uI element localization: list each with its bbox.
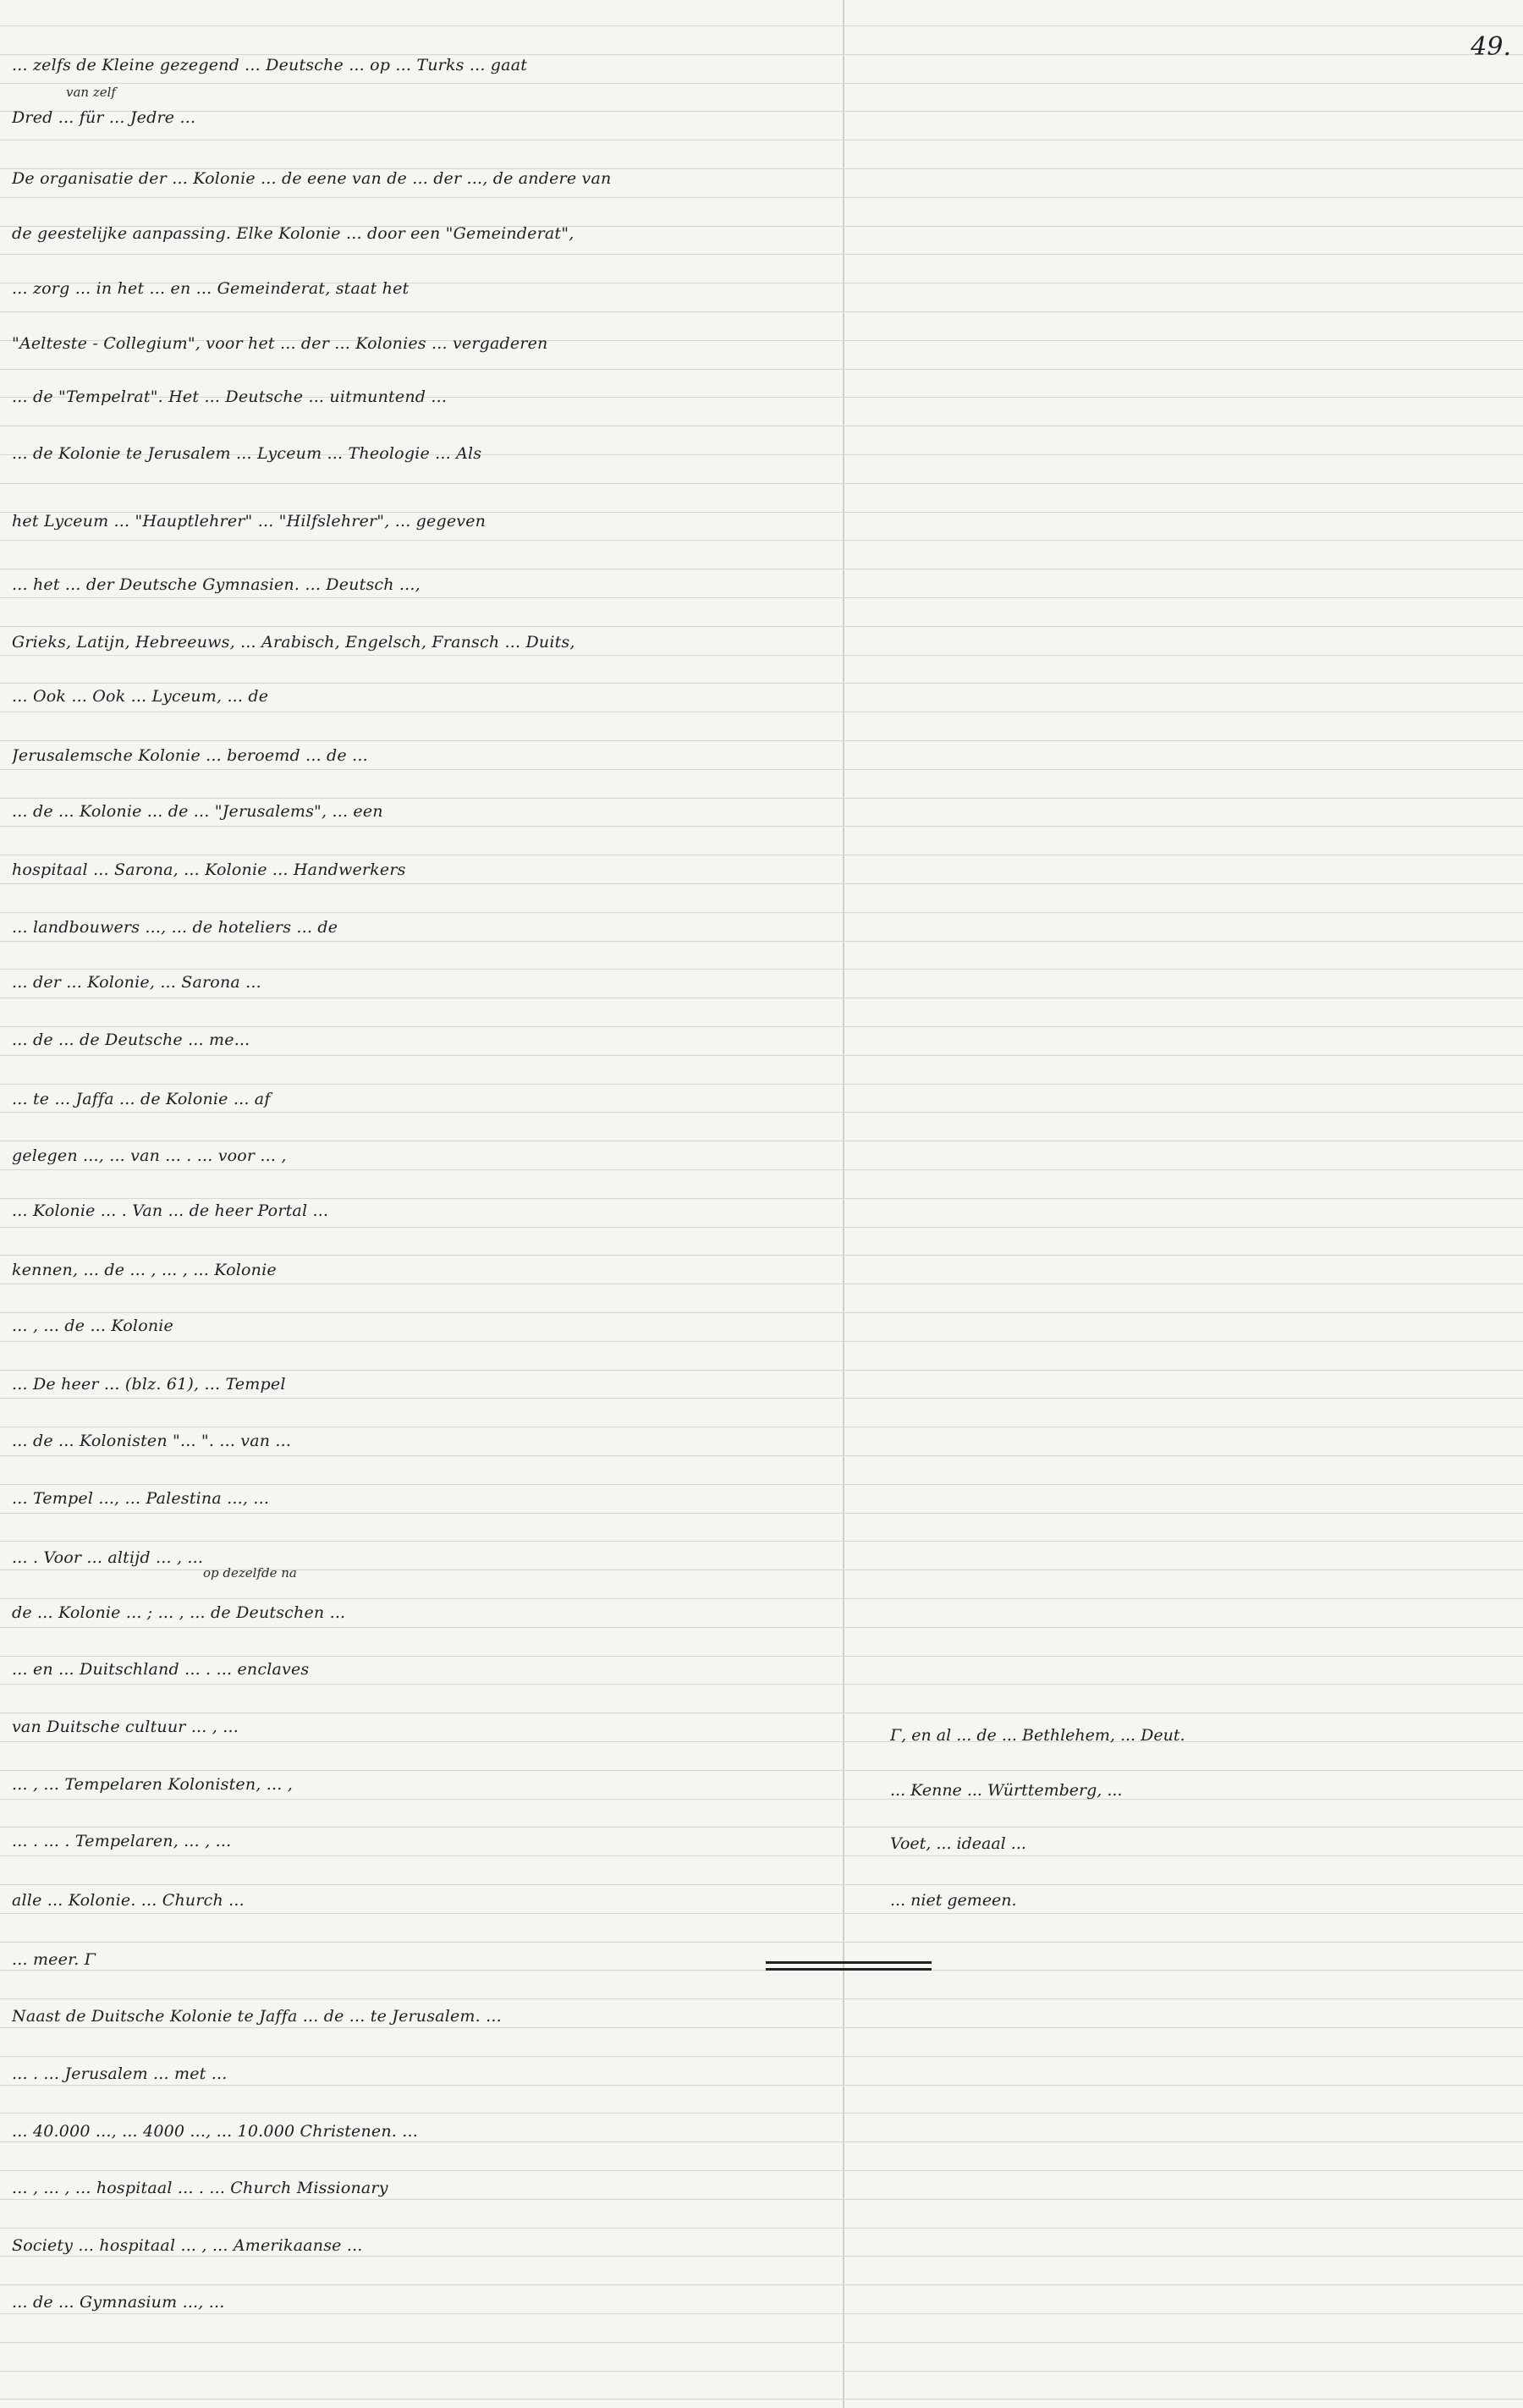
ruled-line bbox=[0, 2256, 1523, 2257]
handwritten-line: ... De heer ... (blz. 61), ... Tempel bbox=[12, 1375, 286, 1394]
handwritten-line: ... . Voor ... altijd ... , ... bbox=[12, 1548, 204, 1567]
handwritten-line: ... en ... Duitschland ... . ... enclaves bbox=[12, 1660, 310, 1679]
ruled-line bbox=[0, 969, 1523, 970]
handwritten-line: ... Kolonie ... . Van ... de heer Portal ... bbox=[12, 1201, 329, 1220]
handwritten-line: de ... Kolonie ... ; ... , ... de Deutschen ... bbox=[12, 1603, 346, 1622]
ruled-line bbox=[0, 912, 1523, 913]
handwritten-line: de geestelijke aanpassing. Elke Kolonie ... door een "Gemeinderat", bbox=[12, 224, 575, 243]
ruled-line bbox=[0, 1770, 1523, 1771]
ruled-line bbox=[0, 1370, 1523, 1371]
handwritten-line: gelegen ..., ... van ... . ... voor ... , bbox=[12, 1146, 287, 1165]
ruled-line bbox=[0, 1827, 1523, 1828]
handwritten-line: ... landbouwers ..., ... de hoteliers ... de bbox=[12, 918, 338, 937]
handwritten-line: ... Tempel ..., ... Palestina ..., ... bbox=[12, 1489, 270, 1508]
handwritten-line: "Aelteste - Collegium", voor het ... der ... Kolonies ... vergaderen bbox=[12, 334, 548, 353]
ruled-line bbox=[0, 1055, 1523, 1056]
ruled-line bbox=[0, 2085, 1523, 2086]
handwritten-line: Society ... hospitaal ... , ... Amerikaanse ... bbox=[12, 2236, 363, 2255]
ruled-line bbox=[0, 1255, 1523, 1256]
margin-note-line: Γ, en al ... de ... Bethlehem, ... Deut. bbox=[890, 1726, 1185, 1745]
ruled-line bbox=[0, 1541, 1523, 1542]
ruled-line bbox=[0, 597, 1523, 598]
handwritten-line: ... de "Tempelrat". Het ... Deutsche ... uitmuntend ... bbox=[12, 388, 448, 406]
ruled-line bbox=[0, 740, 1523, 741]
handwritten-line: ... het ... der Deutsche Gymnasien. ... Deutsch ..., bbox=[12, 575, 421, 594]
ruled-line bbox=[0, 683, 1523, 684]
handwritten-line: ... zorg ... in het ... en ... Gemeinderat, staat het bbox=[12, 279, 410, 298]
handwritten-line: ... , ... Tempelaren Kolonisten, ... , bbox=[12, 1775, 293, 1794]
margin-note-line: ... niet gemeen. bbox=[890, 1891, 1017, 1910]
ruled-line bbox=[0, 2342, 1523, 2343]
handwritten-line: Jerusalemsche Kolonie ... beroemd ... de ... bbox=[12, 746, 368, 765]
page-number: 49. bbox=[1471, 32, 1511, 62]
interlinear-note: op dezelfde na bbox=[203, 1565, 297, 1581]
ruled-line bbox=[0, 1855, 1523, 1856]
ruled-line bbox=[0, 2170, 1523, 2171]
ruled-line bbox=[0, 941, 1523, 942]
ruled-line bbox=[0, 1398, 1523, 1399]
ruled-line bbox=[0, 254, 1523, 255]
section-divider-rule bbox=[766, 1961, 932, 1964]
ruled-line bbox=[0, 1998, 1523, 1999]
ruled-line bbox=[0, 2141, 1523, 2142]
handwritten-line: hospitaal ... Sarona, ... Kolonie ... Handwerkers bbox=[12, 860, 406, 879]
handwritten-line: ... meer. Γ bbox=[12, 1950, 96, 1969]
margin-line bbox=[843, 0, 844, 2408]
ruled-line bbox=[0, 483, 1523, 484]
ruled-line bbox=[0, 626, 1523, 627]
handwritten-line: ... de ... Gymnasium ..., ... bbox=[12, 2293, 225, 2312]
ruled-line bbox=[0, 1884, 1523, 1885]
ruled-line bbox=[0, 311, 1523, 312]
ruled-line bbox=[0, 197, 1523, 198]
margin-note-line: Voet, ... ideaal ... bbox=[890, 1834, 1026, 1853]
handwritten-line: ... der ... Kolonie, ... Sarona ... bbox=[12, 973, 261, 992]
ruled-line bbox=[0, 1455, 1523, 1456]
handwritten-line: alle ... Kolonie. ... Church ... bbox=[12, 1891, 245, 1910]
ruled-line bbox=[0, 1227, 1523, 1228]
margin-note-line: ... Kenne ... Württemberg, ... bbox=[890, 1781, 1123, 1800]
ruled-line bbox=[0, 369, 1523, 370]
ruled-line bbox=[0, 25, 1523, 26]
ruled-line bbox=[0, 769, 1523, 770]
handwritten-line: Dred ... für ... Jedre ... bbox=[12, 108, 196, 127]
handwritten-line: Naast de Duitsche Kolonie te Jaffa ... de ... te Jerusalem. ... bbox=[12, 2007, 502, 2026]
handwritten-line: kennen, ... de ... , ... , ... Kolonie bbox=[12, 1261, 277, 1279]
ruled-line bbox=[0, 54, 1523, 55]
handwritten-line: ... . ... . Tempelaren, ... , ... bbox=[12, 1832, 232, 1850]
ruled-line bbox=[0, 1112, 1523, 1113]
handwritten-line: ... de Kolonie te Jerusalem ... Lyceum ... Theologie ... Als bbox=[12, 444, 482, 463]
ruled-line bbox=[0, 1312, 1523, 1313]
ruled-line bbox=[0, 1084, 1523, 1085]
ruled-line bbox=[0, 540, 1523, 541]
handwritten-line: ... . ... Jerusalem ... met ... bbox=[12, 2064, 228, 2083]
section-divider-rule bbox=[766, 1968, 932, 1971]
handwritten-line: ... de ... Kolonisten "... ". ... van ... bbox=[12, 1432, 292, 1450]
ruled-line bbox=[0, 1913, 1523, 1914]
ruled-line bbox=[0, 1970, 1523, 1971]
handwritten-line: ... de ... Kolonie ... de ... "Jerusalems", ... een bbox=[12, 802, 383, 821]
handwritten-line: Grieks, Latijn, Hebreeuws, ... Arabisch, Engelsch, Fransch ... Duits, bbox=[12, 633, 575, 651]
handwritten-line: De organisatie der ... Kolonie ... de eene van de ... der ..., de andere van bbox=[12, 169, 612, 188]
ruled-line bbox=[0, 655, 1523, 656]
ruled-line bbox=[0, 1513, 1523, 1514]
ruled-line bbox=[0, 2399, 1523, 2400]
handwritten-line: van Duitsche cultuur ... , ... bbox=[12, 1718, 239, 1736]
ruled-line bbox=[0, 1198, 1523, 1199]
ruled-line bbox=[0, 2199, 1523, 2200]
handwritten-line: ... , ... , ... hospitaal ... . ... Church Missionary bbox=[12, 2179, 388, 2197]
handwritten-line: ... , ... de ... Kolonie bbox=[12, 1317, 173, 1335]
ruled-line bbox=[0, 1026, 1523, 1027]
ruled-line bbox=[0, 2371, 1523, 2372]
handwritten-line: ... zelfs de Kleine gezegend ... Deutsche ... op ... Turks ... gaat bbox=[12, 56, 528, 74]
handwritten-line: het Lyceum ... "Hauptlehrer" ... "Hilfslehrer", ... gegeven bbox=[12, 512, 487, 531]
handwritten-line: ... de ... de Deutsche ... me... bbox=[12, 1031, 250, 1049]
ruled-line bbox=[0, 2113, 1523, 2114]
handwritten-line: ... 40.000 ..., ... 4000 ..., ... 10.000 Christenen. ... bbox=[12, 2122, 418, 2141]
ruled-line bbox=[0, 83, 1523, 84]
ruled-line bbox=[0, 2284, 1523, 2285]
handwritten-line: ... te ... Jaffa ... de Kolonie ... af bbox=[12, 1090, 271, 1108]
ruled-line bbox=[0, 2228, 1523, 2229]
ruled-line bbox=[0, 1484, 1523, 1485]
ruled-line bbox=[0, 2027, 1523, 2028]
ruled-line bbox=[0, 1341, 1523, 1342]
ruled-line bbox=[0, 2313, 1523, 2314]
handwritten-line: ... Ook ... Ook ... Lyceum, ... de bbox=[12, 687, 269, 706]
ruled-line bbox=[0, 1656, 1523, 1657]
ruled-line bbox=[0, 1169, 1523, 1170]
ruled-line bbox=[0, 1684, 1523, 1685]
ruled-line bbox=[0, 2056, 1523, 2057]
ruled-line bbox=[0, 1942, 1523, 1943]
ruled-line bbox=[0, 798, 1523, 799]
ruled-line bbox=[0, 1627, 1523, 1628]
ruled-line bbox=[0, 1598, 1523, 1599]
interlinear-note: van zelf bbox=[66, 85, 116, 100]
ruled-line bbox=[0, 826, 1523, 827]
ruled-line bbox=[0, 883, 1523, 884]
